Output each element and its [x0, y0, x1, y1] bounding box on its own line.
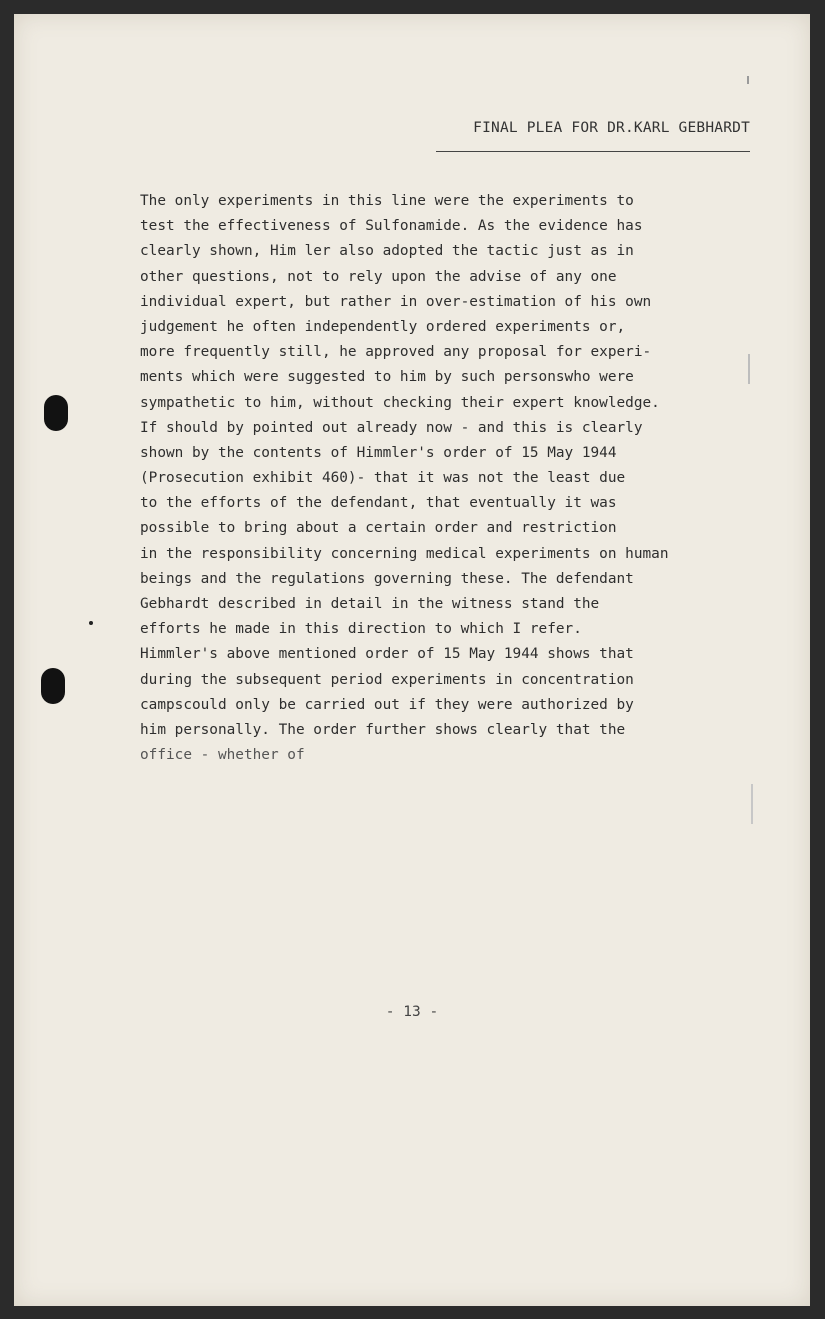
text-line: clearly shown, Him ler also adopted the tactic just as in	[140, 243, 634, 260]
text-line: Gebhardt described in detail in the witness stand the	[140, 596, 600, 612]
header-underline	[436, 151, 750, 152]
text-line: sympathetic to him, without checking their expert knowledge.	[140, 394, 660, 411]
document-page	[14, 14, 810, 1306]
text-line: office - whether of	[140, 747, 305, 764]
punch-hole	[44, 395, 68, 431]
punch-hole	[41, 668, 65, 704]
text-line: (Prosecution exhibit 460)- that it was not the least due	[140, 470, 626, 487]
text-line: ments which were suggested to him by such personswho were	[140, 369, 634, 386]
text-line: to the efforts of the defendant, that eventually it was	[140, 495, 617, 512]
text-line: individual expert, but rather in over-estimation of his own	[140, 293, 652, 310]
body-text	[140, 189, 780, 768]
text-line: him personally. The order further shows clearly that the	[140, 721, 626, 738]
text-line: in the responsibility concerning medical experiments on human	[140, 545, 669, 562]
margin-mark	[748, 354, 750, 384]
text-line: during the subsequent period experiments in concentration	[140, 671, 634, 688]
ink-speck	[89, 621, 93, 625]
text-line: If should by pointed out already now - and this is clearly	[140, 419, 643, 436]
text-line: beings and the regulations governing these. The defendant	[140, 570, 634, 587]
page-header: FINAL PLEA FOR DR.KARL GEBHARDT	[473, 120, 750, 136]
text-line: judgement he often independently ordered experiments or,	[140, 318, 626, 335]
text-line: Himmler's above mentioned order of 15 May 1944 shows that	[140, 646, 634, 663]
margin-mark	[747, 76, 749, 84]
text-line: campscould only be carried out if they were authorized by	[140, 696, 634, 713]
text-line: efforts he made in this direction to which I refer.	[140, 621, 582, 638]
text-line: possible to bring about a certain order and restriction	[140, 520, 617, 537]
text-line: test the effectiveness of Sulfonamide. As the evidence has	[140, 218, 643, 235]
text-line: shown by the contents of Himmler's order of 15 May 1944	[140, 444, 617, 461]
page-number: - 13 -	[385, 1004, 439, 1020]
text-line: more frequently still, he approved any proposal for experi-	[140, 344, 652, 361]
margin-mark	[751, 784, 753, 824]
text-line: other questions, not to rely upon the advise of any one	[140, 268, 617, 285]
text-line: The only experiments in this line were the experiments to	[140, 193, 634, 209]
